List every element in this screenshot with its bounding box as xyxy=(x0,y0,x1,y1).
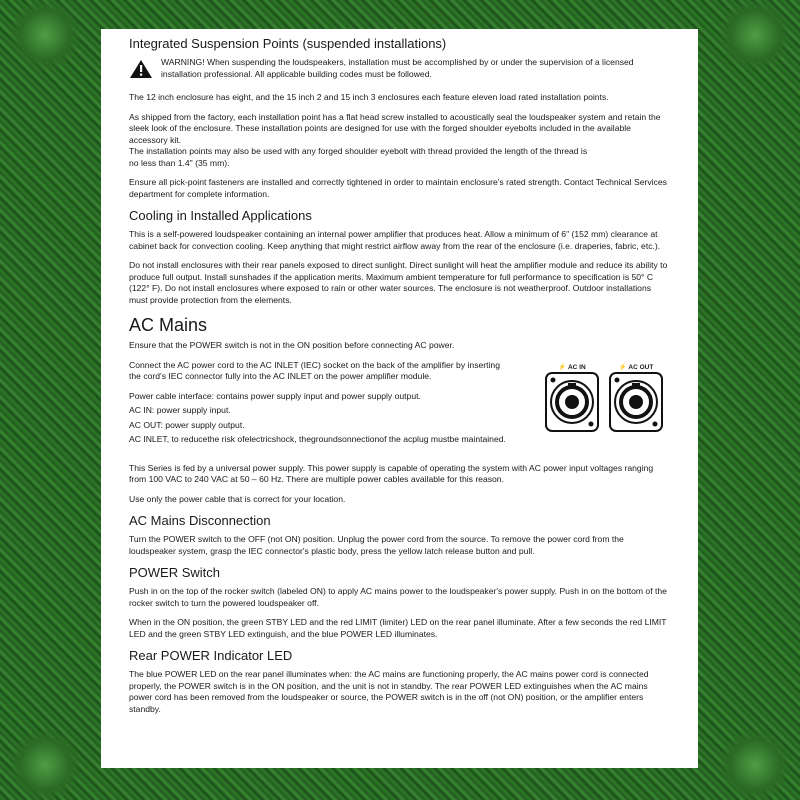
paragraph: As shipped from the factory, each installation point has a flat head screw installed to acoustically seal the loudspeaker system and retain the sleek look of the enclosure. These installation points are designed for use with the forged shoulder eyebolts included in the available accessory kit. The installation points may also be used with any forged shoulder eyebolt with thread provided the length of the thread is no less than 1.4" (35 mm). xyxy=(129,111,661,168)
paragraph: Push in on the top of the rocker switch (labeled ON) to apply AC mains power to the loudspeaker's power supply. Push in on the bottom of the rocker switch to turn the powered loudspeaker off. xyxy=(129,586,667,608)
heading-disconnection: AC Mains Disconnection xyxy=(129,513,271,528)
heading-suspension: Integrated Suspension Points (suspended installations) xyxy=(129,36,447,51)
heading-ac-mains: AC Mains xyxy=(129,315,208,335)
paragraph: When in the ON position, the green STBY LED and the red LIMIT (limiter) LED on the rear panel illuminate. After a few seconds the red LIMIT LED and the green STBY LED extinguish, and the blue POWER LED illuminates. xyxy=(129,617,667,639)
list-item: AC OUT: power supply output. xyxy=(129,419,245,430)
ac-out-connector xyxy=(609,363,663,449)
warning-block xyxy=(129,57,669,84)
paragraph: Use only the power cable that is correct for your location. xyxy=(129,493,346,504)
paragraph: This Series is fed by a universal power supply. This power supply is capable of operating the system with AC power input voltages ranging from 100 VAC to 240 VAC at 50 – 60 Hz. There are multiple power cables available for this reason. xyxy=(129,462,654,484)
paragraph: The blue POWER LED on the rear panel illuminates when: the AC mains are functioning properly, the AC mains power cord is connected properly, the POWER switch is in the ON position, and the unit is not in standby. The rear POWER LED extinguishes when the AC mains power cord has been removed from the loudspeaker or source, the POWER switch is in the off (not ON) position, or the amplifier enters standby. xyxy=(129,669,649,714)
list-item: AC INLET, to reducethe risk ofelectricshock, thegroundsonnectionof the acplug mustbe maintained. xyxy=(129,434,506,444)
frame-corner-ornament xyxy=(10,0,80,70)
heading-power-switch: POWER Switch xyxy=(129,565,221,580)
paragraph: Turn the POWER switch to the OFF (not ON) position. Unplug the power cord from the source. To remove the power cord from the loudspeaker system, grasp the IEC connector's plastic body, press the yellow latch release button and pull. xyxy=(129,534,624,556)
powercon-connector-icon xyxy=(609,372,663,432)
document-content xyxy=(129,36,669,723)
ac-in-connector xyxy=(545,363,599,449)
warning-text: WARNING! When suspending the loudspeakers, installation must be accomplished by or under the supervision of a licensed installation professional. All applicable building codes must be followed. xyxy=(161,57,634,79)
list-item: Power cable interface: contains power supply input and power supply output. xyxy=(129,390,421,401)
paragraph: Ensure that the POWER switch is not in the ON position before connecting AC power. xyxy=(129,340,455,350)
connector-figure xyxy=(545,363,663,449)
ac-in-label: ⚡ AC IN xyxy=(558,363,586,371)
heading-indicator: Rear POWER Indicator LED xyxy=(129,648,293,663)
warning-triangle-icon xyxy=(129,59,153,84)
ac-connect-text xyxy=(129,360,514,449)
frame-corner-ornament xyxy=(10,730,80,800)
paragraph: Connect the AC power cord to the AC INLET (IEC) socket on the back of the amplifier by inserting the cord's IEC connector fully into the AC INLET on the power amplifier module. xyxy=(129,359,500,381)
paragraph: Do not install enclosures with their rear panels exposed to direct sunlight. Direct sunlight will heat the amplifier module and reduce its ability to produce full output. Install sunshades if the application merits. Maximum ambient temperature for full performance to specification is 50° C (122° F). Do not install enclosures where exposed to rain or other water sources. The enclosure is not weatherproof. Outdoor installations must provide protection from the elements. xyxy=(129,260,668,305)
lightning-bolt-icon: ⚡ xyxy=(558,363,567,371)
list-item: AC IN: power supply input. xyxy=(129,405,231,415)
lightning-bolt-icon: ⚡ xyxy=(618,363,627,371)
heading-cooling: Cooling in Installed Applications xyxy=(129,208,312,223)
ac-connect-row xyxy=(129,360,669,449)
powercon-connector-icon xyxy=(545,372,599,432)
paragraph: This is a self-powered loudspeaker containing an internal power amplifier that produces heat. Allow a minimum of 6" (152 mm) clearance at cabinet back for convection cooling. Keep anything that might restrict airflow away from the rear of the enclosure (i.e. draperies, fabric, etc.). xyxy=(129,229,661,251)
interface-list xyxy=(129,391,514,446)
frame-corner-ornament xyxy=(720,0,790,70)
paragraph: The 12 inch enclosure has eight, and the 15 inch 2 and 15 inch 3 enclosures each feature eleven load rated installation points. xyxy=(129,92,609,102)
document-page xyxy=(101,29,698,768)
ac-out-label: ⚡ AC OUT xyxy=(618,363,654,371)
frame-corner-ornament xyxy=(720,730,790,800)
paragraph: Ensure all pick-point fasteners are installed and correctly tightened in order to maintain enclosure's rated strength. Contact Technical Services department for complete information. xyxy=(129,177,667,199)
